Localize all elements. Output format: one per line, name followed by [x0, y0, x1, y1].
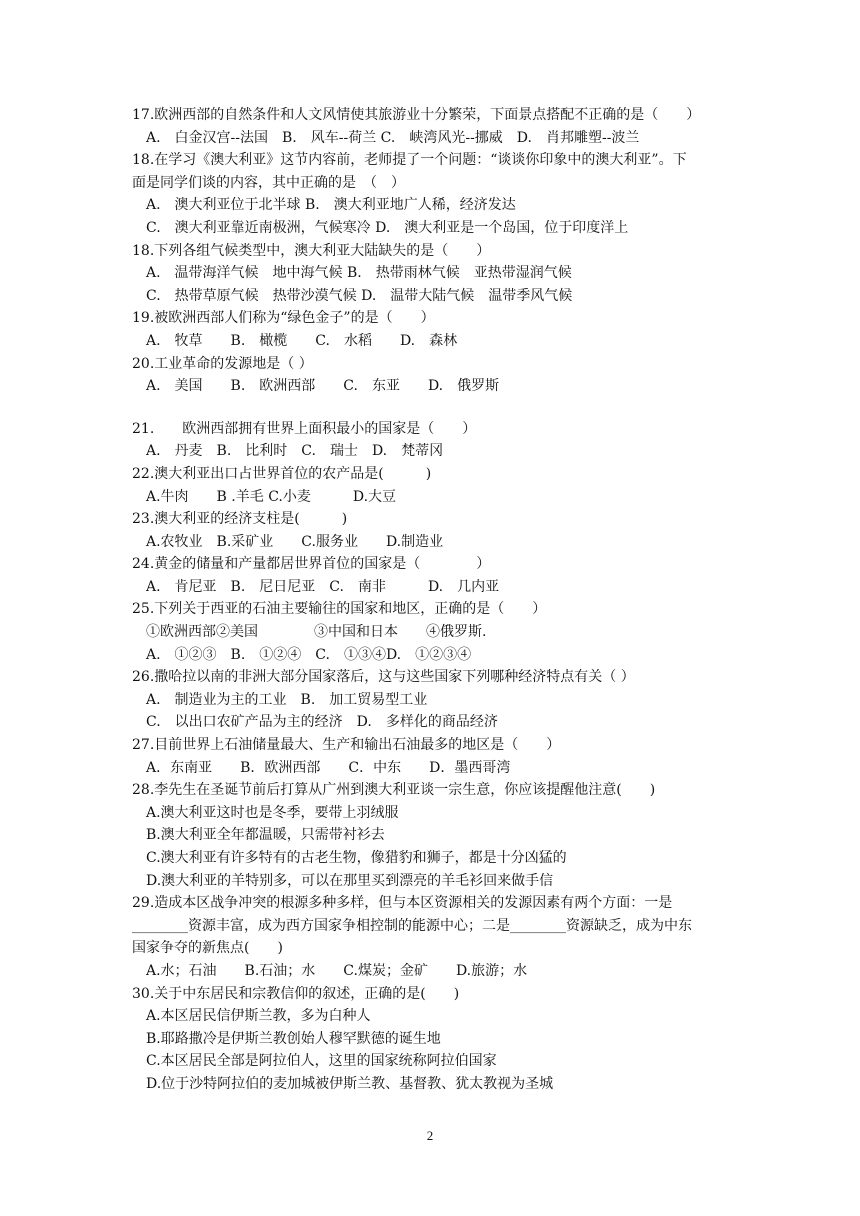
question-line: 29.造成本区战争冲突的根源多种多样，但与本区资源相关的发源因素有两个方面：一是 [132, 895, 673, 912]
question-line: 24.黄金的储量和产量都居世界首位的国家是（ ） [132, 556, 491, 573]
answer-option-line: A. 肯尼亚 B. 尼日尼亚 C. 南非 D. 几内亚 [146, 578, 500, 595]
answer-option-line: A. 澳大利亚位于北半球 B. 澳大利亚地广人稀，经济发达 [146, 197, 516, 214]
question-line: 22.澳大利亚出口占世界首位的农产品是( ) [132, 465, 432, 482]
answer-option-line: C. 以出口农矿产品为主的经济 D. 多样化的商品经济 [146, 714, 498, 731]
answer-option-line: A. ①②③ B. ①②④ C. ①③④D. ①②③④ [146, 646, 472, 663]
answer-option-line: A. 白金汉宫--法国 B. 风车--荷兰 C. 峡湾风光--挪威 D. 肖邦雕塑--波兰 [146, 129, 640, 146]
answer-option-line: A. 温带海洋气候 地中海气候 B. 热带雨林气候 亚热带湿润气候 [146, 265, 572, 282]
question-line: 26.撒哈拉以南的非洲大部分国家落后，这与这些国家下列哪种经济特点有关（ ） [132, 669, 635, 686]
question-line: 18.下列各组气候类型中，澳大利亚大陆缺失的是（ ） [132, 242, 491, 259]
answer-option-line: A.水；石油 B.石油；水 C.煤炭；金矿 D.旅游；水 [146, 962, 528, 979]
answer-option-line: A.澳大利亚这时也是冬季，要带上羽绒服 [146, 804, 399, 821]
answer-option-line: B.澳大利亚全年都温暖，只需带衬衫去 [146, 827, 385, 844]
question-line: 面是同学们谈的内容，其中正确的是 （ ） [132, 174, 405, 191]
answer-option-line: A．东南亚 B．欧洲西部 C．中东 D．墨西哥湾 [146, 759, 511, 776]
answer-option-line: A.牛肉 B .羊毛 C.小麦 D.大豆 [146, 488, 397, 505]
question-line: 国家争夺的新焦点( ) [132, 940, 283, 957]
answer-option-line: D.位于沙特阿拉伯的麦加城被伊斯兰教、基督教、犹太教视为圣城 [146, 1075, 554, 1092]
answer-option-line: C.本区居民全部是阿拉伯人，这里的国家统称阿拉伯国家 [146, 1053, 497, 1070]
question-line: 28.李先生在圣诞节前后打算从广州到澳大利亚谈一宗生意，你应该提醒他注意( ) [132, 782, 656, 799]
answer-option-line: C. 热带草原气候 热带沙漠气候 D. 温带大陆气候 温带季风气候 [146, 287, 573, 304]
question-line: 17.欧洲西部的自然条件和人文风情使其旅游业十分繁荣，下面景点搭配不正确的是（ ） [132, 107, 701, 123]
answer-option-line: A. 丹麦 B. 比利时 C. 瑞士 D. 梵蒂冈 [146, 443, 444, 460]
question-line: 20.工业革命的发源地是（ ） [132, 355, 313, 372]
question-list [132, 104, 752, 1096]
answer-option-line: A. 牧草 B. 橄榄 C. 水稻 D. 森林 [146, 332, 458, 349]
question-line: 23.澳大利亚的经济支柱是( ) [132, 511, 348, 528]
question-line: 25.下列关于西亚的石油主要输往的国家和地区，正确的是（ ） [132, 601, 547, 618]
answer-option-line: C. 澳大利亚靠近南极洲，气候寒冷 D. 澳大利亚是一个岛国，位于印度洋上 [146, 219, 629, 236]
question-line: 30.关于中东居民和宗教信仰的叙述，正确的是( ) [132, 985, 460, 1002]
answer-option-line: B.耶路撒冷是伊斯兰教创始人穆罕默德的诞生地 [146, 1030, 441, 1047]
question-line: 18.在学习《澳大利亚》这节内容前，老师提了一个问题：“谈谈你印象中的澳大利亚”。下 [132, 152, 687, 169]
answer-option-line: A.本区居民信伊斯兰教，多为白种人 [146, 1008, 371, 1025]
answer-option-line: A.农牧业 B.采矿业 C.服务业 D.制造业 [146, 533, 444, 550]
answer-option-line: ①欧洲西部②美国 ③中国和日本 ④俄罗斯. [146, 624, 487, 641]
question-line: 27.目前世界上石油储量最大、生产和输出石油最多的地区是（ ） [132, 737, 561, 754]
answer-option-line: D.澳大利亚的羊特别多，可以在那里买到漂亮的羊毛衫回来做手信 [146, 872, 554, 889]
question-line: 21. 欧洲西部拥有世界上面积最小的国家是（ ） [132, 420, 477, 437]
blank-spacer [132, 398, 752, 418]
page-number: 2 [426, 1128, 434, 1143]
question-line: ________资源丰富，成为西方国家争相控制的能源中心；二是________资源缺乏，成为中东 [132, 917, 692, 934]
answer-option-line: A. 制造业为主的工业 B. 加工贸易型工业 [146, 691, 428, 708]
question-line: 19.被欧洲西部人们称为“绿色金子”的是（ ） [132, 310, 435, 327]
answer-option-line: C.澳大利亚有许多特有的古老生物，像猎豹和狮子，都是十分凶猛的 [146, 850, 567, 866]
answer-option-line: A. 美国 B. 欧洲西部 C. 东亚 D. 俄罗斯 [146, 378, 500, 395]
